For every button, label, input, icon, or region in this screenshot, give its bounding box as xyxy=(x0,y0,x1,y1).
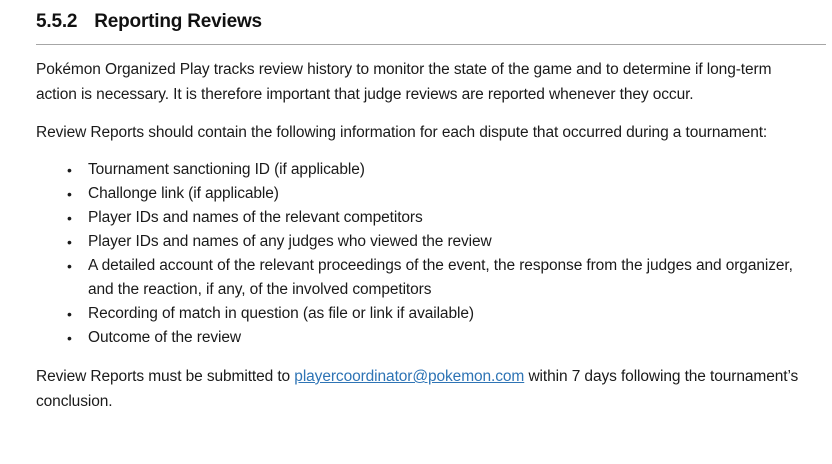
list-item-text: Player IDs and names of the relevant competitors xyxy=(88,209,423,226)
list-item-text: A detailed account of the relevant proceedings of the event, the response from the judges and organizer, and the reaction, if any, of the involved competitors xyxy=(88,257,793,298)
bullet-icon: • xyxy=(67,306,72,322)
list-item xyxy=(36,182,804,206)
list-item-text: Outcome of the review xyxy=(88,329,241,346)
list-item xyxy=(36,254,804,302)
section-title: Reporting Reviews xyxy=(94,11,262,32)
bullet-icon: • xyxy=(67,162,72,178)
list-item-text: Tournament sanctioning ID (if applicable) xyxy=(88,161,365,178)
email-link[interactable]: playercoordinator@pokemon.com xyxy=(294,368,525,385)
list-item xyxy=(36,302,804,326)
closing-text-before: Review Reports must be submitted to xyxy=(36,368,295,385)
heading-divider xyxy=(36,44,826,45)
intro-paragraph-2: Review Reports should contain the following information for each dispute that occurred during a tournament: xyxy=(36,124,768,141)
bullet-icon: • xyxy=(67,186,72,202)
report-contents-list xyxy=(36,158,804,350)
closing-text-after: within 7 days following the tournament’s conclusion. xyxy=(36,368,799,410)
bullet-icon: • xyxy=(67,258,72,274)
bullet-icon: • xyxy=(67,330,72,346)
list-item xyxy=(36,230,804,254)
list-item-text: Player IDs and names of any judges who viewed the review xyxy=(88,233,492,250)
section-number: 5.5.2 xyxy=(36,11,78,32)
list-item xyxy=(36,326,804,350)
bullet-icon: • xyxy=(67,234,72,250)
list-item-text: Recording of match in question (as file or link if available) xyxy=(88,305,474,322)
section-heading xyxy=(36,10,826,34)
intro-paragraph-1: Pokémon Organized Play tracks review history to monitor the state of the game and to determine if long-term action is necessary. It is therefore important that judge reviews are reported whenever they occur. xyxy=(36,61,772,103)
closing-paragraph xyxy=(36,364,804,414)
bullet-icon: • xyxy=(67,210,72,226)
list-item-text: Challonge link (if applicable) xyxy=(88,185,279,202)
list-item xyxy=(36,158,804,182)
list-item xyxy=(36,206,804,230)
